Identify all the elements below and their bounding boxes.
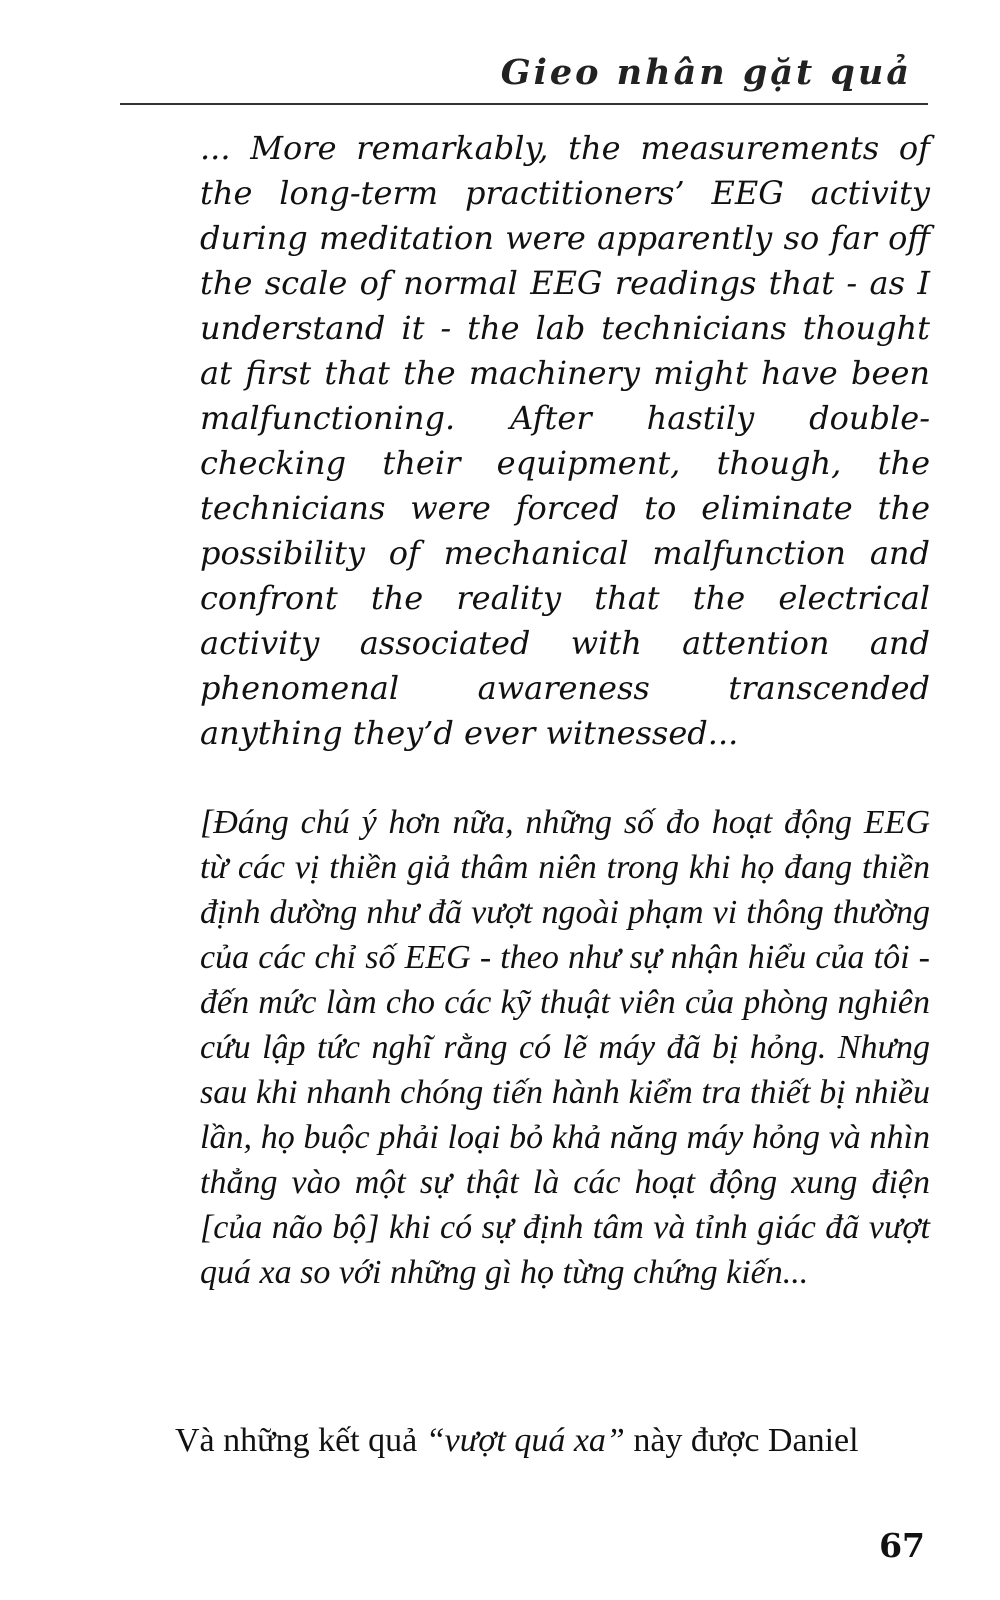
quote-vietnamese-paragraph: [Đáng chú ý hơn nữa, những số đo hoạt động EEG từ các vị thiền giả thâm niên trong khi họ đang thiền định dường như đã vượt ngoài phạm vi thông thường của các chỉ số EEG - theo như sự nhận hiểu của tôi - đến mức làm cho các kỹ thuật viên của phòng nghiên cứu lập tức nghĩ rằng có lẽ máy đã bị hỏng. Nhưng sau khi nhanh chóng tiến hành kiểm tra thiết bị nhiều lần, họ buộc phải loại bỏ khả năng máy hỏng và nhìn thẳng vào một sự thật là các hoạt động xung điện [của não bộ] khi có sự định tâm và tỉnh giác đã vượt quá xa so với những gì họ từng chứng kiến... — [200, 804, 930, 1291]
running-header-title: Gieo nhân gặt quả — [500, 52, 912, 93]
quote-english-paragraph: ... More remarkably, the measurements of the long-term practitioners’ EEG activity during meditation were apparently so far off the scale of normal EEG readings that - as I understand it - the lab technicians thought at first that the machinery might have been malfunctioning. After hastily double-checking their equipment, though, the technicians were forced to eliminate the possibility of mechanical malfunction and confront the reality that the electrical activity associated with attention and phenomenal awareness transcended anything they’d ever witnessed... — [200, 129, 930, 752]
header-divider — [120, 103, 928, 105]
page-number: 67 — [879, 1526, 925, 1565]
body-text-emphasis: “vượt quá xa” — [425, 1422, 625, 1459]
body-paragraph — [175, 1418, 930, 1463]
body-text-end: này được Daniel — [624, 1422, 859, 1459]
body-text-start: Và những kết quả — [175, 1422, 426, 1459]
